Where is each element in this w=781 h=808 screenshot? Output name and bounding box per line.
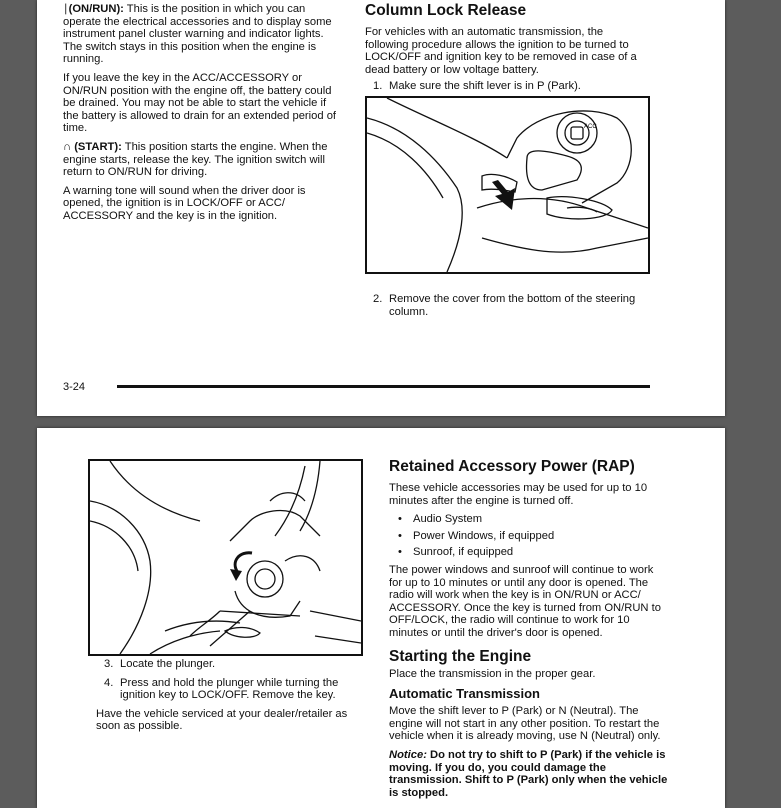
automatic-transmission-body: Move the shift lever to P (Park) or N (Neutral). The engine will not start in any other position. To restart the vehicle when it is already moving, use N (Neutral) only. bbox=[389, 705, 661, 743]
right-column-p2 bbox=[389, 458, 669, 805]
steps-list-p2 bbox=[96, 658, 356, 702]
manual-page-3-25 bbox=[37, 428, 725, 808]
step-1: 1. Make sure the shift lever is in P (Park). bbox=[373, 80, 581, 93]
rap-heading: Retained Accessory Power (RAP) bbox=[389, 458, 635, 475]
arrow-pointer-icon bbox=[492, 180, 515, 210]
starting-engine-heading: Starting the Engine bbox=[389, 647, 532, 665]
rap-item: • Sunroof, if equipped bbox=[389, 546, 669, 559]
rap-item: • Audio System bbox=[389, 513, 669, 526]
onrun-paragraph: ∣(ON/RUN): This is the position in which you can operate the electrical accessories and to display some instrument panel cluster warning and indicator lights. The switch stays in this position when the engine is running. bbox=[63, 3, 332, 66]
service-paragraph: Have the vehicle serviced at your dealer/retailer as soon as possible. bbox=[96, 707, 348, 733]
steering-column-illustration bbox=[367, 98, 648, 272]
starting-engine-intro: Place the transmission in the proper gear. bbox=[389, 667, 596, 680]
rotate-arrow-icon bbox=[230, 569, 242, 581]
plunger-figure bbox=[88, 459, 363, 656]
steps-list-cont bbox=[365, 293, 645, 318]
acc-warning-paragraph: If you leave the key in the ACC/ACCESSORY or ON/RUN position with the engine off, the battery could be drained. You may not be able to start the vehicle if the battery is allowed to drain for an extended period of time. bbox=[63, 71, 337, 135]
onrun-label: (ON/RUN): bbox=[68, 3, 124, 15]
start-label: (START): bbox=[74, 140, 122, 153]
automatic-transmission-heading: Automatic Transmission bbox=[389, 686, 540, 702]
column-lock-heading: Column Lock Release bbox=[365, 2, 527, 19]
left-column-p2 bbox=[96, 658, 356, 739]
step-3: 3. Locate the plunger. bbox=[104, 658, 216, 670]
start-icon: ∩ bbox=[63, 140, 72, 153]
steering-column-figure bbox=[365, 96, 650, 274]
ignition-symbol: ∣ bbox=[63, 3, 69, 15]
manual-page-3-24 bbox=[37, 0, 725, 416]
left-column bbox=[63, 3, 339, 229]
steps-list bbox=[365, 80, 645, 93]
page-number: 3-24 bbox=[63, 381, 86, 393]
notice-paragraph: Notice: Do not try to shift to P (Park) if the vehicle is moving. If you do, you could damage the transmission. Shift to P (Park) only when the vehicle is stopped. bbox=[389, 748, 668, 799]
notice-label: Notice: bbox=[389, 748, 427, 761]
rap-intro: These vehicle accessories may be used for up to 10 minutes after the engine is turned off. bbox=[389, 482, 648, 507]
rap-body: The power windows and sunroof will continue to work for up to 10 minutes or until any door is opened. The radio will work when the key is in ON/RUN or ACC/ ACCESSORY. Once the key is turned from ON/RUN to OFF/LOCK, the radio will continue to work for 10 minutes or until the driver's door is opened. bbox=[389, 563, 661, 639]
acc-label: ACC bbox=[584, 124, 597, 130]
right-column bbox=[365, 2, 645, 99]
rap-item: • Power Windows, if equipped bbox=[389, 530, 669, 543]
right-column-lower bbox=[365, 293, 645, 324]
rap-items-list bbox=[389, 513, 669, 559]
footer-rule bbox=[117, 385, 650, 388]
step-2: 2. Remove the cover from the bottom of the steering column. bbox=[373, 293, 636, 318]
column-lock-intro: For vehicles with an automatic transmission, the following procedure allows the ignition to be turned to LOCK/OFF and ignition key to be removed in case of a dead battery or low voltage battery. bbox=[365, 26, 637, 76]
step-4: 4. Press and hold the plunger while turning the ignition key to LOCK/OFF. Remove the key. bbox=[104, 676, 339, 702]
warning-tone-paragraph: A warning tone will sound when the driver door is opened, the ignition is in LOCK/OFF or ACC/ ACCESSORY and the key is in the ignition. bbox=[63, 184, 306, 222]
start-paragraph: ∩ (START): This position starts the engine. When the engine starts, release the key. The ignition switch will return to ON/RUN for driving. bbox=[63, 140, 328, 179]
plunger-illustration bbox=[90, 461, 361, 654]
